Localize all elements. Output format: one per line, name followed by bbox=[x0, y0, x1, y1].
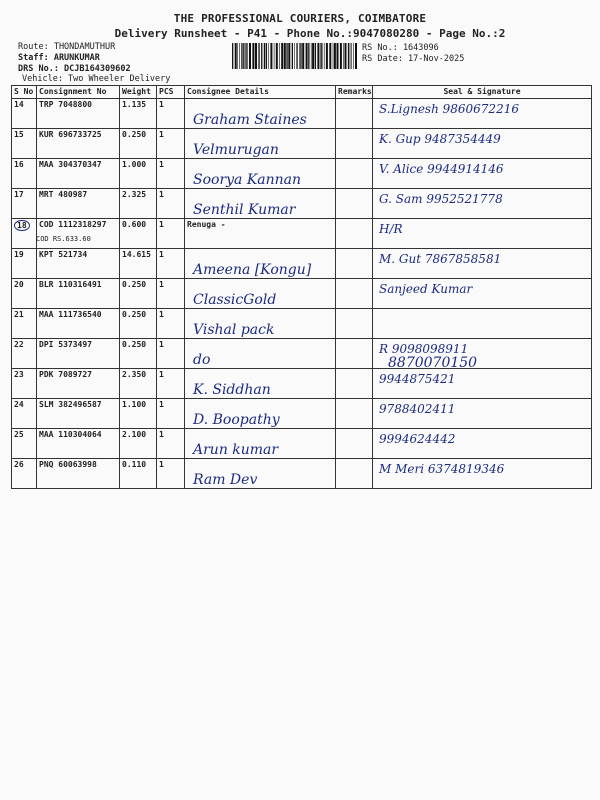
consignment-no: BLR 110316491 bbox=[39, 280, 102, 289]
cell-sno bbox=[12, 249, 37, 279]
weight-value: 2.100 bbox=[122, 430, 147, 439]
cell-remarks bbox=[336, 339, 373, 369]
cell-sno bbox=[12, 279, 37, 309]
cell-weight bbox=[120, 219, 157, 249]
cell-consignment bbox=[37, 219, 120, 249]
cell-sno bbox=[12, 309, 37, 339]
sno-value: 25 bbox=[14, 430, 24, 439]
cell-sno bbox=[12, 129, 37, 159]
cell-consignee bbox=[185, 309, 336, 339]
weight-value: 1.135 bbox=[122, 100, 147, 109]
barcode-bar bbox=[302, 43, 304, 69]
barcode-bar bbox=[311, 43, 312, 69]
handwritten-signature: G. Sam 9952521778 bbox=[379, 192, 503, 206]
cell-weight bbox=[120, 399, 157, 429]
cell-pcs bbox=[157, 399, 185, 429]
vehicle-info: Vehicle: Two Wheeler Delivery bbox=[22, 74, 171, 84]
cell-signature bbox=[373, 99, 592, 129]
pcs-value: 1 bbox=[159, 160, 164, 169]
consignee-text: Renuga - bbox=[187, 220, 226, 229]
cell-weight bbox=[120, 189, 157, 219]
cell-consignment bbox=[37, 369, 120, 399]
pcs-value: 1 bbox=[159, 250, 164, 259]
cell-consignee bbox=[185, 189, 336, 219]
cell-consignment bbox=[37, 99, 120, 129]
cell-remarks bbox=[336, 279, 373, 309]
table-row bbox=[12, 249, 592, 279]
table-row bbox=[12, 219, 592, 249]
cell-sno bbox=[12, 399, 37, 429]
weight-value: 0.600 bbox=[122, 220, 147, 229]
col-header-sno: S No bbox=[12, 86, 37, 99]
cell-pcs bbox=[157, 159, 185, 189]
cell-weight bbox=[120, 249, 157, 279]
cell-pcs bbox=[157, 249, 185, 279]
cell-consignment bbox=[37, 339, 120, 369]
barcode-bar bbox=[279, 43, 280, 69]
barcode-bar bbox=[355, 43, 357, 69]
cell-weight bbox=[120, 369, 157, 399]
sno-value: 14 bbox=[14, 100, 24, 109]
cell-remarks bbox=[336, 309, 373, 339]
cell-weight bbox=[120, 339, 157, 369]
handwritten-consignee-name: Velmurugan bbox=[193, 142, 279, 158]
barcode-bar bbox=[276, 43, 278, 69]
handwritten-consignee-name: D. Boopathy bbox=[193, 412, 280, 428]
table-row bbox=[12, 159, 592, 189]
cell-signature bbox=[373, 399, 592, 429]
col-header-signature: Seal & Signature bbox=[373, 86, 592, 99]
cell-sno bbox=[12, 99, 37, 129]
barcode-bar bbox=[237, 43, 238, 69]
pcs-value: 1 bbox=[159, 220, 164, 229]
cell-consignment bbox=[37, 129, 120, 159]
cell-sno bbox=[12, 429, 37, 459]
cell-signature bbox=[373, 159, 592, 189]
handwritten-signature: V. Alice 9944914146 bbox=[379, 162, 504, 176]
table-row bbox=[12, 339, 592, 369]
table-row bbox=[12, 369, 592, 399]
handwritten-consignee-name: Graham Staines bbox=[193, 112, 307, 128]
pcs-value: 1 bbox=[159, 130, 164, 139]
barcode-bar bbox=[350, 43, 351, 69]
cell-remarks bbox=[336, 99, 373, 129]
pcs-value: 1 bbox=[159, 400, 164, 409]
table-row bbox=[12, 459, 592, 489]
table-row bbox=[12, 429, 592, 459]
barcode-bar bbox=[299, 43, 300, 69]
barcode-bar bbox=[261, 43, 262, 69]
handwritten-phone-note: 8870070150 bbox=[388, 355, 478, 371]
cell-consignee bbox=[185, 459, 336, 489]
weight-value: 0.250 bbox=[122, 310, 147, 319]
barcode-bar bbox=[324, 43, 325, 69]
barcode-bar bbox=[300, 43, 301, 69]
cell-consignee bbox=[185, 99, 336, 129]
barcode-bar bbox=[274, 43, 275, 69]
page-subtitle: Delivery Runsheet - P41 - Phone No.:9047080280 - Page No.:2 bbox=[114, 27, 506, 40]
barcode-bar bbox=[235, 43, 237, 69]
cell-signature bbox=[373, 309, 592, 339]
cell-sno bbox=[12, 189, 37, 219]
weight-value: 1.000 bbox=[122, 160, 147, 169]
handwritten-consignee-name: Senthil Kumar bbox=[193, 202, 296, 218]
barcode-bar bbox=[239, 43, 240, 69]
cell-consignee bbox=[185, 399, 336, 429]
pcs-value: 1 bbox=[159, 100, 164, 109]
table-row bbox=[12, 129, 592, 159]
cell-remarks bbox=[336, 249, 373, 279]
cell-consignee bbox=[185, 159, 336, 189]
barcode-bar bbox=[308, 43, 309, 69]
sno-value: 22 bbox=[14, 340, 24, 349]
cell-remarks bbox=[336, 129, 373, 159]
consignment-no: MAA 111736540 bbox=[39, 310, 102, 319]
barcode-bar bbox=[245, 43, 246, 69]
barcode-bar bbox=[268, 43, 269, 69]
sno-value: 21 bbox=[14, 310, 24, 319]
cell-sno bbox=[12, 459, 37, 489]
sno-value: 18 bbox=[14, 220, 30, 231]
pcs-value: 1 bbox=[159, 370, 164, 379]
barcode-bar bbox=[306, 43, 308, 69]
weight-value: 0.250 bbox=[122, 340, 147, 349]
consignment-no: MRT 480987 bbox=[39, 190, 88, 199]
cell-signature bbox=[373, 459, 592, 489]
col-header-remarks: Remarks bbox=[336, 86, 373, 99]
barcode-bar bbox=[340, 43, 342, 69]
cell-signature bbox=[373, 129, 592, 159]
weight-value: 0.110 bbox=[122, 460, 147, 469]
barcode-bar bbox=[249, 43, 251, 69]
cell-consignee bbox=[185, 369, 336, 399]
barcode-bar bbox=[246, 43, 247, 69]
cell-consignment bbox=[37, 429, 120, 459]
table-row bbox=[12, 399, 592, 429]
cell-remarks bbox=[336, 369, 373, 399]
barcode-bar bbox=[292, 43, 293, 69]
cell-pcs bbox=[157, 189, 185, 219]
consignment-no: DPI 5373497 bbox=[39, 340, 92, 349]
col-header-weight: Weight bbox=[120, 86, 157, 99]
cell-remarks bbox=[336, 399, 373, 429]
cell-consignee bbox=[185, 279, 336, 309]
pcs-value: 1 bbox=[159, 310, 164, 319]
staff-info: Staff: ARUNKUMAR bbox=[18, 53, 100, 63]
sno-value: 15 bbox=[14, 130, 24, 139]
barcode-bar bbox=[326, 43, 328, 69]
cell-consignee bbox=[185, 429, 336, 459]
barcode-bar bbox=[243, 43, 244, 69]
handwritten-signature: M Meri 6374819346 bbox=[379, 462, 505, 476]
col-header-consignment: Consignment No bbox=[37, 86, 120, 99]
cell-weight bbox=[120, 129, 157, 159]
barcode bbox=[232, 43, 358, 69]
barcode-bar bbox=[353, 43, 354, 69]
cell-weight bbox=[120, 159, 157, 189]
cell-remarks bbox=[336, 459, 373, 489]
cell-remarks bbox=[336, 219, 373, 249]
barcode-bar bbox=[345, 43, 347, 69]
consignment-no: SLM 382496587 bbox=[39, 400, 102, 409]
handwritten-consignee-name: Arun kumar bbox=[193, 442, 279, 458]
handwritten-consignee-name: do bbox=[193, 352, 211, 368]
consignment-no: PNQ 60063998 bbox=[39, 460, 97, 469]
barcode-bar bbox=[329, 43, 331, 69]
barcode-bar bbox=[270, 43, 272, 69]
handwritten-consignee-name: Soorya Kannan bbox=[193, 172, 302, 188]
barcode-bar bbox=[333, 43, 334, 69]
pcs-value: 1 bbox=[159, 460, 164, 469]
barcode-bar bbox=[337, 43, 339, 69]
cell-weight bbox=[120, 99, 157, 129]
barcode-bar bbox=[258, 43, 259, 69]
barcode-bar bbox=[252, 43, 254, 69]
cell-pcs bbox=[157, 459, 185, 489]
barcode-bar bbox=[315, 43, 316, 69]
cell-consignment bbox=[37, 189, 120, 219]
handwritten-signature: K. Gup 9487354449 bbox=[379, 132, 501, 146]
handwritten-consignee-name: ClassicGold bbox=[193, 292, 277, 308]
handwritten-consignee-name: Ram Dev bbox=[193, 472, 258, 488]
barcode-bar bbox=[284, 43, 286, 69]
col-header-pcs: PCS bbox=[157, 86, 185, 99]
cell-consignment bbox=[37, 399, 120, 429]
barcode-bar bbox=[343, 43, 344, 69]
cell-consignment bbox=[37, 459, 120, 489]
barcode-bar bbox=[351, 43, 352, 69]
barcode-bar bbox=[264, 43, 265, 69]
handwritten-signature: Sanjeed Kumar bbox=[379, 282, 473, 296]
barcode-bar bbox=[348, 43, 349, 69]
consignment-no: KPT 521734 bbox=[39, 250, 88, 259]
barcode-bar bbox=[334, 43, 336, 69]
handwritten-consignee-name: K. Siddhan bbox=[193, 382, 271, 398]
sno-value: 17 bbox=[14, 190, 24, 199]
cell-consignee bbox=[185, 219, 336, 249]
weight-value: 2.350 bbox=[122, 370, 147, 379]
consignment-no: MAA 110304064 bbox=[39, 430, 102, 439]
sno-value: 19 bbox=[14, 250, 24, 259]
cell-pcs bbox=[157, 129, 185, 159]
barcode-bar bbox=[255, 43, 257, 69]
cell-weight bbox=[120, 279, 157, 309]
sno-value: 20 bbox=[14, 280, 24, 289]
barcode-bar bbox=[321, 43, 322, 69]
barcode-bar bbox=[241, 43, 242, 69]
handwritten-signature: M. Gut 7867858581 bbox=[379, 252, 502, 266]
drs-info: DRS No.: DCJB164309602 bbox=[18, 64, 131, 74]
barcode-bar bbox=[281, 43, 283, 69]
barcode-bar bbox=[288, 43, 290, 69]
consignment-no: PDK 7089727 bbox=[39, 370, 92, 379]
pcs-value: 1 bbox=[159, 340, 164, 349]
handwritten-signature: S.Lignesh 9860672216 bbox=[379, 102, 519, 116]
barcode-bar bbox=[296, 43, 297, 69]
cell-consignment bbox=[37, 309, 120, 339]
barcode-bar bbox=[320, 43, 321, 69]
cell-sno bbox=[12, 219, 37, 249]
barcode-bar bbox=[294, 43, 295, 69]
cell-remarks bbox=[336, 429, 373, 459]
cell-weight bbox=[120, 309, 157, 339]
cell-pcs bbox=[157, 429, 185, 459]
route-info: Route: THONDAMUTHUR bbox=[18, 42, 116, 52]
cell-consignment bbox=[37, 249, 120, 279]
weight-value: 2.325 bbox=[122, 190, 147, 199]
cell-sno bbox=[12, 159, 37, 189]
cell-consignment bbox=[37, 159, 120, 189]
weight-value: 0.250 bbox=[122, 130, 147, 139]
cod-amount: COD RS.633.60 bbox=[36, 235, 91, 243]
cell-signature bbox=[373, 219, 592, 249]
cell-sno bbox=[12, 369, 37, 399]
barcode-bar bbox=[312, 43, 314, 69]
pcs-value: 1 bbox=[159, 280, 164, 289]
rs-date: RS Date: 17-Nov-2025 bbox=[362, 54, 465, 64]
cell-consignee bbox=[185, 129, 336, 159]
handwritten-consignee-name: Ameena [Kongu] bbox=[193, 262, 312, 278]
pcs-value: 1 bbox=[159, 430, 164, 439]
cell-signature bbox=[373, 279, 592, 309]
weight-value: 14.615 bbox=[122, 250, 151, 259]
sno-value: 23 bbox=[14, 370, 24, 379]
barcode-bar bbox=[286, 43, 287, 69]
table-row bbox=[12, 279, 592, 309]
cell-pcs bbox=[157, 279, 185, 309]
runsheet-table bbox=[11, 85, 592, 489]
pcs-value: 1 bbox=[159, 190, 164, 199]
handwritten-consignee-name: Vishal pack bbox=[193, 322, 275, 338]
consignment-no: MAA 304370347 bbox=[39, 160, 102, 169]
page-title: THE PROFESSIONAL COURIERS, COIMBATORE bbox=[173, 12, 427, 25]
barcode-bar bbox=[232, 43, 233, 69]
cell-consignment bbox=[37, 279, 120, 309]
cell-sno bbox=[12, 339, 37, 369]
cell-weight bbox=[120, 429, 157, 459]
handwritten-signature: 9944875421 bbox=[379, 372, 456, 386]
cell-pcs bbox=[157, 219, 185, 249]
cell-remarks bbox=[336, 189, 373, 219]
sno-value: 24 bbox=[14, 400, 24, 409]
sno-value: 16 bbox=[14, 160, 24, 169]
handwritten-signature: R 9098098911 bbox=[379, 342, 469, 356]
cell-consignee bbox=[185, 339, 336, 369]
cell-pcs bbox=[157, 369, 185, 399]
handwritten-signature: 9788402411 bbox=[379, 402, 456, 416]
barcode-bar bbox=[266, 43, 267, 69]
rs-number: RS No.: 1643096 bbox=[362, 43, 439, 53]
weight-value: 1.100 bbox=[122, 400, 147, 409]
table-header-row bbox=[12, 86, 592, 99]
cell-signature bbox=[373, 189, 592, 219]
cell-pcs bbox=[157, 99, 185, 129]
cell-signature bbox=[373, 429, 592, 459]
cell-consignee bbox=[185, 249, 336, 279]
sno-value: 26 bbox=[14, 460, 24, 469]
consignment-no: TRP 7048800 bbox=[39, 100, 92, 109]
col-header-consignee: Consignee Details bbox=[185, 86, 336, 99]
consignment-no: COD 1112318297 bbox=[39, 220, 107, 229]
cell-signature bbox=[373, 369, 592, 399]
cell-remarks bbox=[336, 159, 373, 189]
cell-weight bbox=[120, 459, 157, 489]
cell-signature bbox=[373, 249, 592, 279]
handwritten-signature: 9994624442 bbox=[379, 432, 456, 446]
barcode-bar bbox=[317, 43, 319, 69]
cell-pcs bbox=[157, 339, 185, 369]
cell-pcs bbox=[157, 309, 185, 339]
handwritten-signature: H/R bbox=[379, 222, 403, 236]
consignment-no: KUR 696733725 bbox=[39, 130, 102, 139]
table-row bbox=[12, 189, 592, 219]
weight-value: 0.250 bbox=[122, 280, 147, 289]
table-row bbox=[12, 309, 592, 339]
table-row bbox=[12, 99, 592, 129]
